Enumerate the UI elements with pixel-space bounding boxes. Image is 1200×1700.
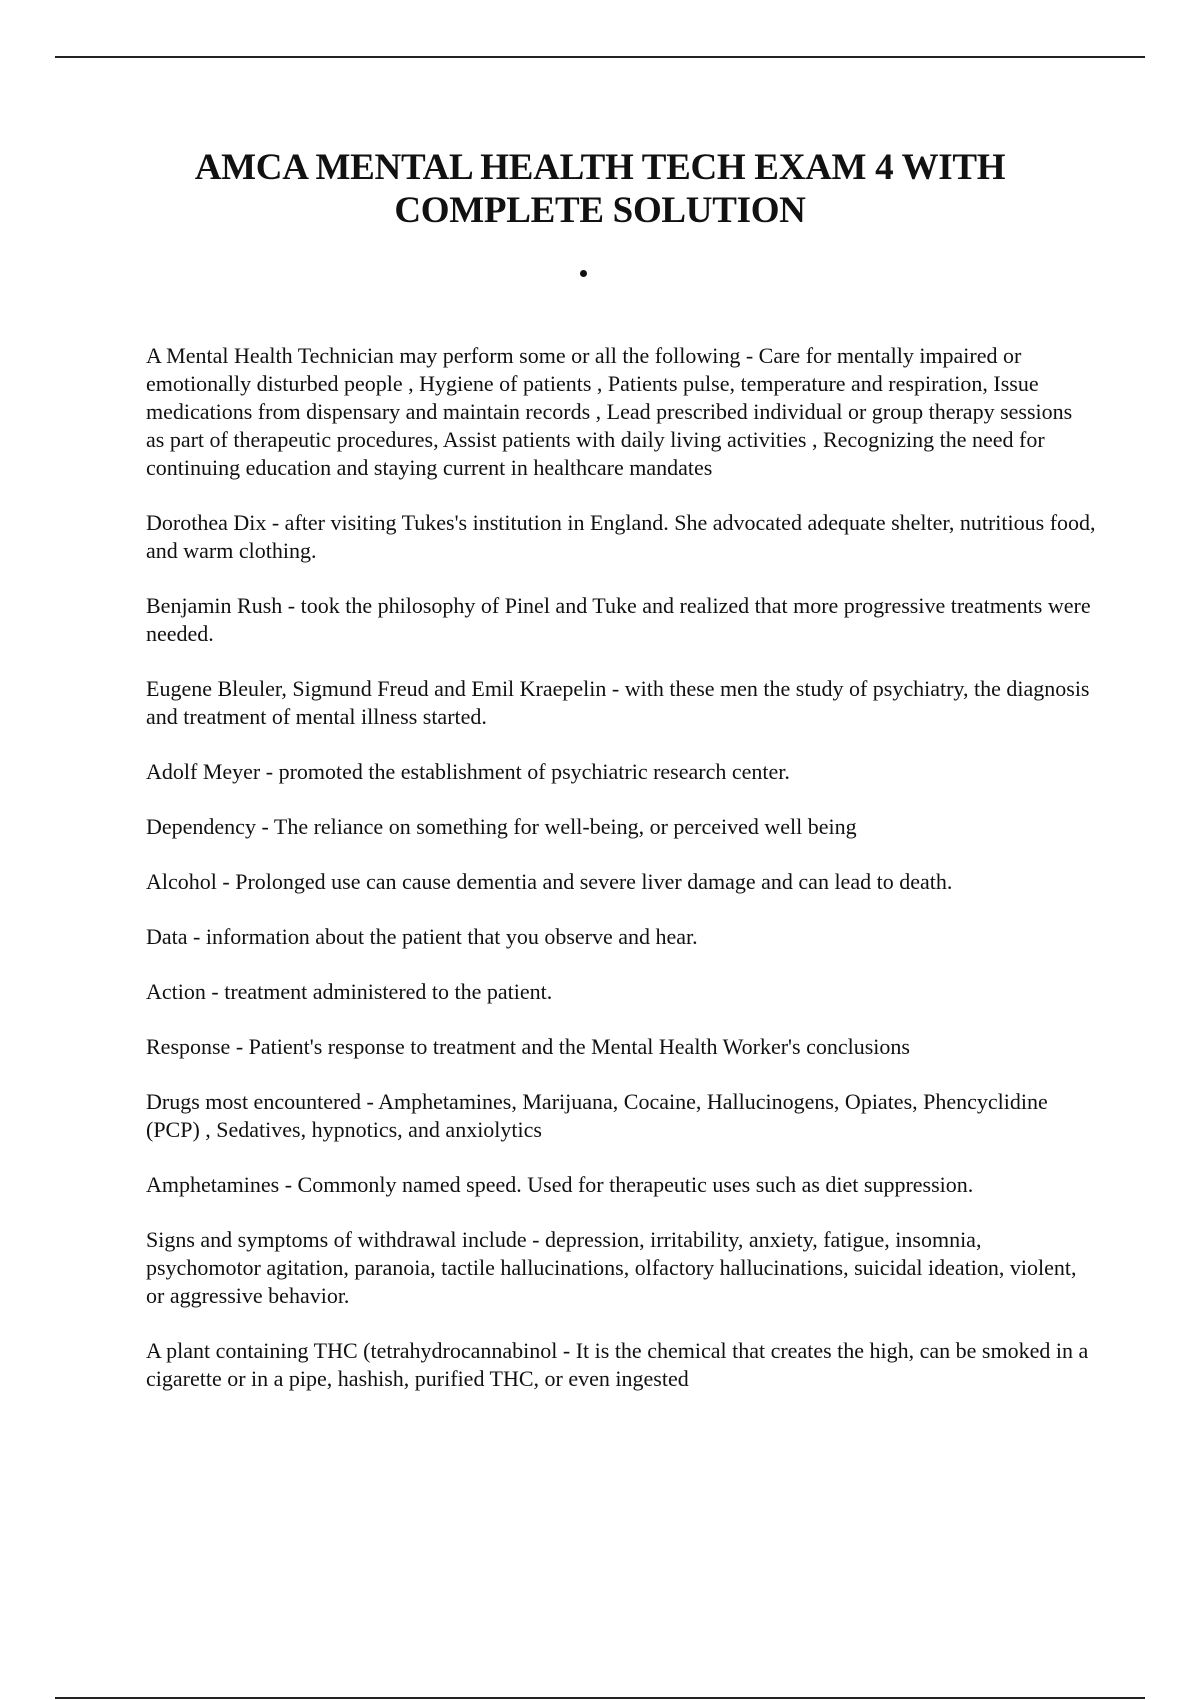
qa-entry: Action - treatment administered to the patient. bbox=[146, 979, 553, 1004]
document-title bbox=[150, 146, 1050, 232]
qa-entry: Eugene Bleuler, Sigmund Freud and Emil Kraepelin - with these men the study of psychiatry, the diagnosis and treatment of mental illness started. bbox=[146, 676, 1090, 729]
bottom-divider bbox=[55, 1697, 1145, 1699]
qa-entry: A plant containing THC (tetrahydrocannabinol - It is the chemical that creates the high, can be smoked in a cigarette or in a pipe, hashish, purified THC, or even ingested bbox=[146, 1338, 1089, 1391]
bullet-dot bbox=[580, 270, 587, 277]
qa-entry: Signs and symptoms of withdrawal include - depression, irritability, anxiety, fatigue, insomnia, psychomotor agitation, paranoia, tactile hallucinations, olfactory hallucinations, suicidal ideation, violent, or aggressive behavior. bbox=[146, 1227, 1077, 1308]
qa-entry: Dorothea Dix - after visiting Tukes's institution in England. She advocated adequate shelter, nutritious food, and warm clothing. bbox=[146, 510, 1096, 563]
qa-entry: Alcohol - Prolonged use can cause dementia and severe liver damage and can lead to death. bbox=[146, 869, 953, 894]
top-divider bbox=[55, 56, 1145, 58]
title-line-2: COMPLETE SOLUTION bbox=[394, 190, 806, 231]
qa-entry: Data - information about the patient that you observe and hear. bbox=[146, 924, 698, 949]
qa-entry: Amphetamines - Commonly named speed. Used for therapeutic uses such as diet suppression. bbox=[146, 1172, 974, 1197]
qa-entry: Drugs most encountered - Amphetamines, Marijuana, Cocaine, Hallucinogens, Opiates, Phencyclidine (PCP) , Sedatives, hypnotics, and anxiolytics bbox=[146, 1089, 1048, 1142]
qa-entry: Dependency - The reliance on something for well-being, or perceived well being bbox=[146, 814, 857, 839]
qa-entry: Response - Patient's response to treatment and the Mental Health Worker's conclusions bbox=[146, 1034, 910, 1059]
qa-list bbox=[146, 342, 1096, 1420]
qa-entry: A Mental Health Technician may perform some or all the following - Care for mentally impaired or emotionally disturbed people , Hygiene of patients , Patients pulse, temperature and respiration, Issue medications from dispensary and maintain records , Lead prescribed individual or group therapy sessions as part of therapeutic procedures, Assist patients with daily living activities , Recognizing the need for continuing education and staying current in healthcare mandates bbox=[146, 343, 1073, 480]
title-line-1: AMCA MENTAL HEALTH TECH EXAM 4 WITH bbox=[194, 147, 1006, 188]
qa-entry: Benjamin Rush - took the philosophy of Pinel and Tuke and realized that more progressive treatments were needed. bbox=[146, 593, 1091, 646]
qa-entry: Adolf Meyer - promoted the establishment of psychiatric research center. bbox=[146, 759, 790, 784]
